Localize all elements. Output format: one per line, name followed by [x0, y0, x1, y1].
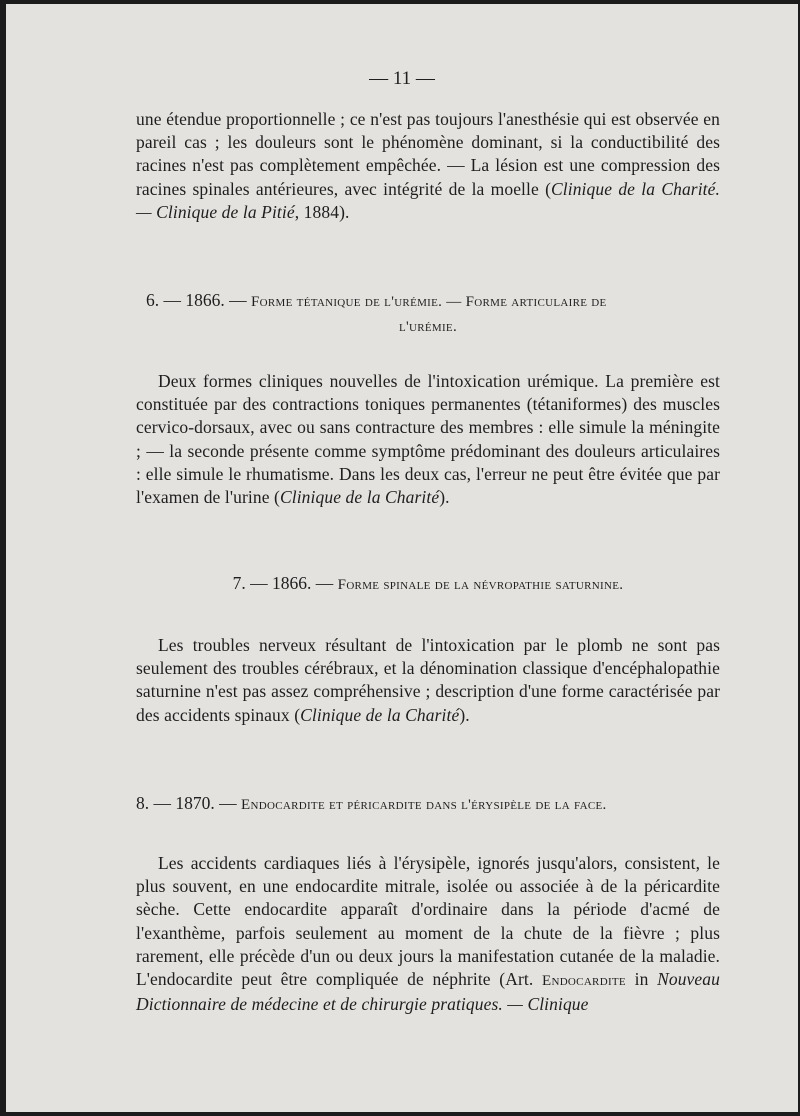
citation: Clinique de la Charité. — Clinique de la Pitié: [136, 178, 720, 222]
paragraph-continuation: une étendue proportionnelle ; ce n'est pas toujours l'anesthésie qui est observée en pareil cas ; les douleurs sont le phénomène dominant, si la conductibilité des racines n'est pas complètement empêchée. — La lésion est une compression des racines spinales antérieures, avec intégrité de la moelle (Clinique de la Charité. — Clinique de la Pitié, 1884).: [136, 109, 720, 222]
section-7-heading: 7. — 1866. — Forme spinale de la névropathie saturnine.: [232, 573, 624, 593]
section-7-body: Les troubles nerveux résultant de l'intoxication par le plomb ne sont pas seulement des troubles cérébraux, et la dénomination classique d'encéphalopathie saturnine n'est pas assez compréhensive ; description d'une forme caractérisée par des accidents spinaux (Clinique de la Charité).: [136, 635, 720, 725]
section-6-heading: 6. — 1866. — Forme tétanique de l'urémie. — Forme articulaire de l'urémie.: [146, 290, 607, 335]
section-8-heading: 8. — 1870. — Endocardite et péricardite dans l'érysipèle de la face.: [136, 793, 607, 813]
citation: Clinique de la Charité: [300, 704, 460, 725]
page-number: — 11 —: [369, 68, 435, 89]
document-page: [6, 4, 798, 1112]
citation: Clinique de la Charité: [279, 487, 440, 508]
citation: Nouveau Dictionnaire de médecine et de chirurgie pratiques: [136, 969, 720, 1015]
section-8-body: Les accidents cardiaques liés à l'érysipèle, ignorés jusqu'alors, consistent, le plus souvent, en une endocardite mitrale, isolée ou associée à de la péricardite sèche. Cette endocardite apparaît d'ordinaire dans la période d'acmé de l'exanthème, parfois seulement au moment de la chute de la fièvre ; plus rarement, elle précède d'un ou deux jours la manifestation cutanée de la maladie. L'endocardite peut être compliquée de néphrite (Art. Endocardite in Nouveau Dictionnaire de médecine et de chirurgie pratiques. — Clinique: [136, 853, 720, 1015]
section-6-body: Deux formes cliniques nouvelles de l'intoxication urémique. La première est constituée par des contractions toniques permanentes (tétaniformes) des muscles cervico-dorsaux, avec ou sans contracture des membres : elle simule la méningite ; — la seconde présente comme symptôme prédominant des douleurs articulaires : elle simule le rhumatisme. Dans les deux cas, l'erreur ne peut être évitée que par l'examen de l'urine (Clinique de la Charité).: [136, 371, 720, 508]
